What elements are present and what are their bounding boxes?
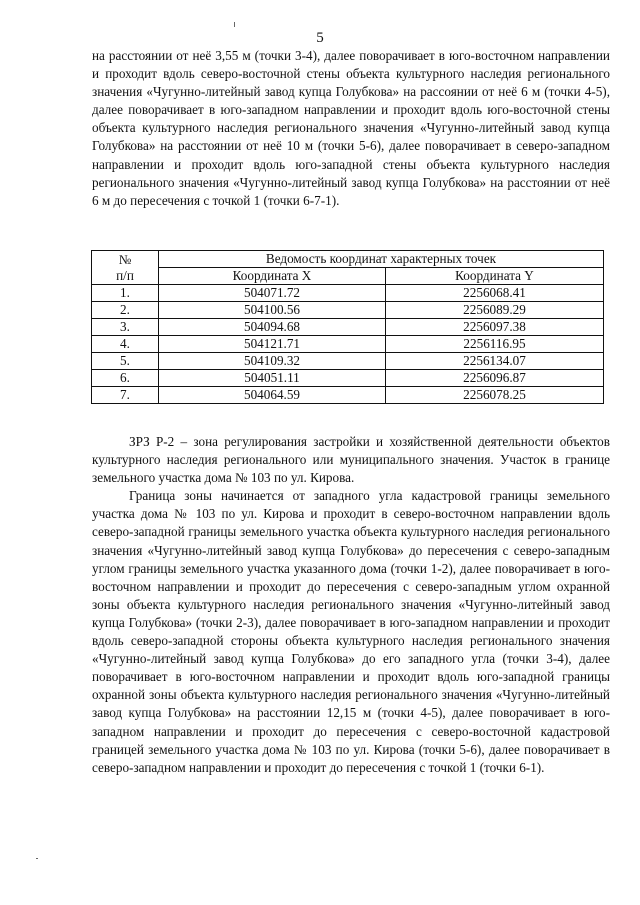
coord-x-value: 504051.11 xyxy=(159,370,386,387)
table-row xyxy=(92,319,604,336)
header-coord-y: Координата Y xyxy=(386,268,604,285)
row-number: 7. xyxy=(92,387,159,404)
coord-y-value: 2256089.29 xyxy=(386,302,604,319)
row-number: 1. xyxy=(92,285,159,302)
zone-boundary-paragraph: Граница зоны начинается от западного угла кадастровой границы земельного участка дома № 103 по ул. Кирова и проходит в северо-восточном направлении вдоль северо-западной границы земельного участка объекта культурного наследия регионального значения «Чугунно-литейный завод купца Голубкова» до пересечения с северо-западным углом границы земельного участка указанного дома (точки 1-2), далее поворачивает в юго-восточном направлении и проходит до пересечения с северо-западным углом охранной зоны объекта культурного наследия регионального значения «Чугунно-литейный завод купца Голубкова» (точки 2-3), далее поворачивает в юго-западном направлении и проходит вдоль северо-западной стороны объекта культурного наследия регионального значения «Чугунно-литейный завод купца Голубкова» до его западного угла (точки 3-4), далее поворачивает в юго-восточном направлении и проходит вдоль юго-западной границы охранной зоны объекта культурного наследия регионального значения «Чугунно-литейный завод купца Голубкова» на расстоянии 12,15 м (точки 4-5), далее поворачивает в юго-западном направлении и проходит до пересечения с северо-восточной кадастровой границей земельного участка дома № 103 по ул. Кирова (точки 5-6), далее поворачивает в северо-западном направлении и проходит до пересечения с точкой 1 (точки 6-1). xyxy=(92,488,610,775)
coord-y-value: 2256116.95 xyxy=(386,336,604,353)
coord-y-value: 2256068.41 xyxy=(386,285,604,302)
table-row xyxy=(92,370,604,387)
header-number-symbol: № xyxy=(118,251,132,267)
table-row xyxy=(92,285,604,302)
coord-x-value: 504100.56 xyxy=(159,302,386,319)
row-number: 4. xyxy=(92,336,159,353)
scan-speck xyxy=(234,22,235,27)
coord-x-value: 504094.68 xyxy=(159,319,386,336)
page-number: 5 xyxy=(316,30,324,46)
row-number: 3. xyxy=(92,319,159,336)
table-subheader-row xyxy=(92,268,604,285)
table-row xyxy=(92,387,604,404)
table-header-row xyxy=(92,251,604,268)
table-row xyxy=(92,353,604,370)
coord-x-value: 504064.59 xyxy=(159,387,386,404)
row-number: 5. xyxy=(92,353,159,370)
coord-x-value: 504121.71 xyxy=(159,336,386,353)
row-number: 6. xyxy=(92,370,159,387)
header-number-cell xyxy=(92,251,159,285)
table-row xyxy=(92,336,604,353)
document-body-bottom xyxy=(92,433,610,777)
scan-speck xyxy=(36,858,38,859)
coord-y-value: 2256078.25 xyxy=(386,387,604,404)
row-number: 2. xyxy=(92,302,159,319)
paragraph-continuation: на расстоянии от неё 3,55 м (точки 3-4), далее поворачивает в юго-восточном направлении и проходит вдоль северо-восточной стены объекта культурного наследия регионального значения «Чугунно-литейный завод купца Голубкова» на рассоянии от неё 6 м (точки 4-5), далее поворачивает в юго-западном направлении и проходит вдоль юго-восточной стены объекта культурного наследия регионального значения «Чугунно-литейный завод купца Голубкова» на расстоянии от неё 10 м (точки 5-6), далее поворачивает в северо-западном направлении и проходит вдоль юго-западной стены объекта культурного наследия регионального значения «Чугунно-литейный завод купца Голубкова» на расстоянии от неё 6 м до пересечения с точкой 1 (точки 6-7-1). xyxy=(92,48,610,208)
coord-x-value: 504071.72 xyxy=(159,285,386,302)
table-row xyxy=(92,302,604,319)
coord-y-value: 2256134.07 xyxy=(386,353,604,370)
table-title: Ведомость координат характерных точек xyxy=(159,251,604,268)
document-body-top xyxy=(92,47,610,210)
header-coord-x: Координата X xyxy=(159,268,386,285)
coordinates-table xyxy=(91,250,604,404)
coord-y-value: 2256096.87 xyxy=(386,370,604,387)
coord-x-value: 504109.32 xyxy=(159,353,386,370)
header-number-label: п/п xyxy=(116,267,134,283)
zone-definition-paragraph: ЗРЗ Р-2 – зона регулирования застройки и хозяйственной деятельности объектов культурного наследия регионального или муниципального значения. Участок в границе земельного участка дома № 103 по ул. Кирова. xyxy=(92,434,610,486)
coord-y-value: 2256097.38 xyxy=(386,319,604,336)
